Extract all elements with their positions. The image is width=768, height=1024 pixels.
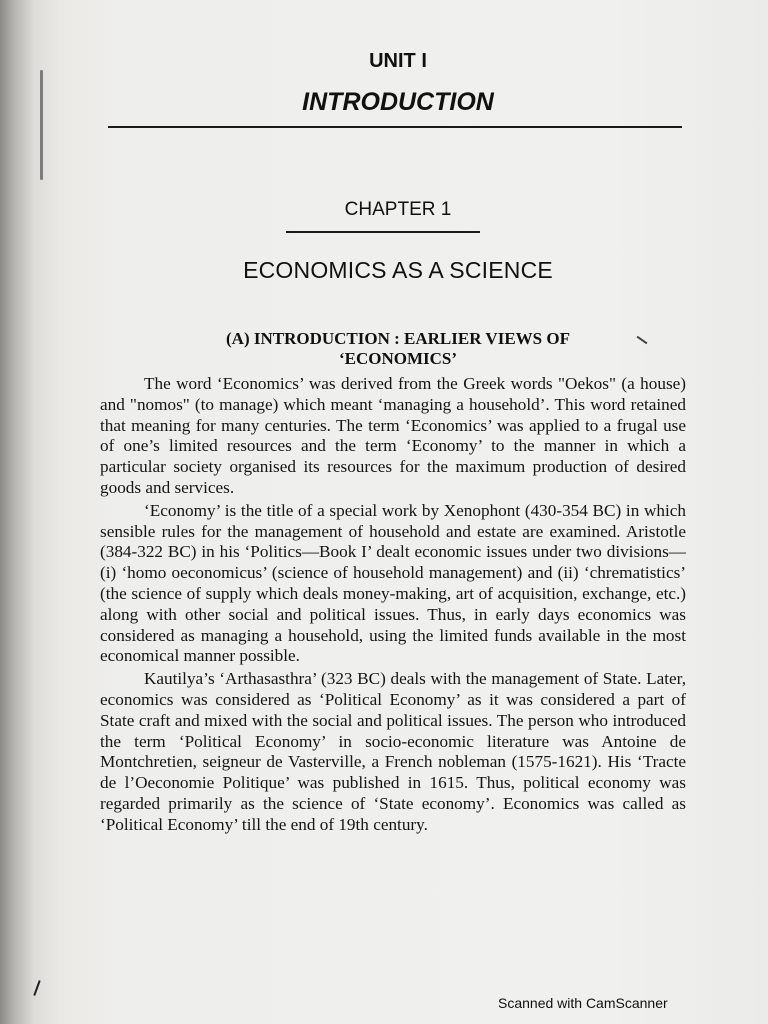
- paragraph: The word ‘Economics’ was derived from the Greek words "Oekos" (a house) and "nomos" (to manage) which meant ‘managing a household’. This word retained that meaning for many centuries. The term ‘Economics’ was applied to a frugal use of one’s limited resources and the term ‘Economy’ to the manner in which a particular society organised its resources for the maximum production of desired goods and services.: [100, 374, 686, 497]
- scanner-watermark: Scanned with CamScanner: [498, 995, 668, 1011]
- chapter-divider: [286, 231, 480, 233]
- pen-scratch-mark: [33, 980, 40, 996]
- paragraph: ‘Economy’ is the title of a special work by Xenophont (430-354 BC) in which sensible rules for the management of household and estate are examined. Aristotle (384-322 BC) in his ‘Politics—Book I’ dealt economic issues under two divisions—(i) ‘homo oeconomicus’ (science of household management) and (ii) ‘chrematistics’ (the science of supply which deals money-making, art of acquisition, exchange, etc.) along with other social and political issues. Thus, in early days economics was considered as managing a household, using the limited funds available in the most economical manner possible.: [100, 500, 686, 666]
- unit-title: INTRODUCTION: [302, 88, 494, 116]
- chapter-title: ECONOMICS AS A SCIENCE: [243, 257, 553, 283]
- section-heading-line-2: ‘ECONOMICS’: [338, 349, 458, 368]
- paragraph: Kautilya’s ‘Arthasasthra’ (323 BC) deals with the management of State. Later, economics was considered as ‘Political Economy’ as it was considered a part of State craft and mixed with the social and political issues. The person who introduced the term ‘Political Economy’ in socio-economic literature was Antoine de Montchretien, seigneur de Vasterville, a French nobleman (1575-1621). His ‘Tracte de l’Oeconomie Politique’ was published in 1615. Thus, political economy was regarded primarily as the science of ‘State economy’. Economics was called as ‘Political Economy’ till the end of 19th century.: [100, 669, 686, 834]
- binding-edge-mark: [40, 70, 43, 180]
- title-divider: [108, 126, 682, 128]
- section-heading-line-1: (A) INTRODUCTION : EARLIER VIEWS OF: [226, 329, 570, 348]
- body-text: [100, 374, 686, 836]
- chapter-label: CHAPTER 1: [344, 199, 452, 220]
- unit-label: UNIT I: [369, 50, 427, 72]
